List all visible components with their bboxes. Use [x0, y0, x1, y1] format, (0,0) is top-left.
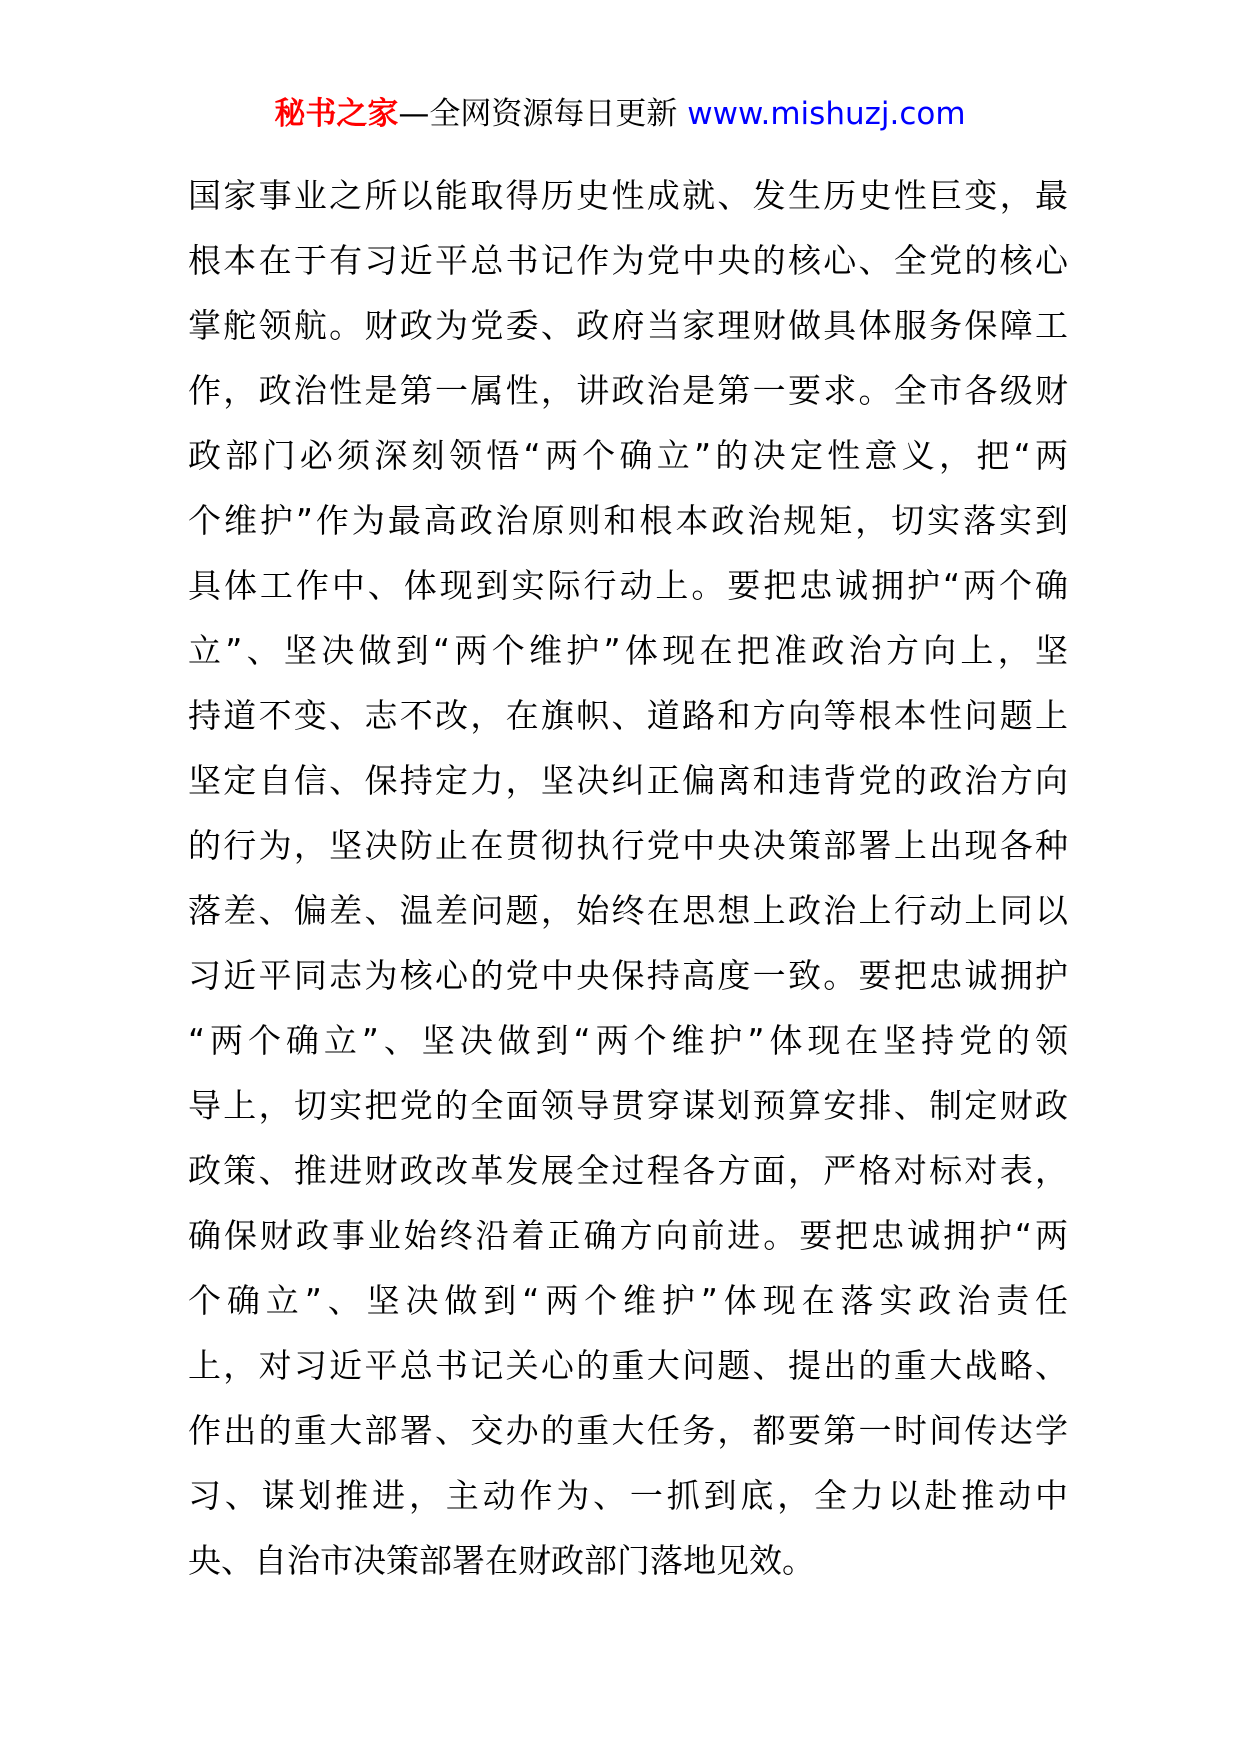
- paragraph-line: 央、自治市决策部署在财政部门落地见效。: [188, 1541, 815, 1580]
- paragraph-line: 作，政治性是第一属性，讲政治是第一要求。全市各级财: [188, 371, 1068, 410]
- paragraph-line: 习近平同志为核心的党中央保持高度一致。要把忠诚拥护: [188, 956, 1068, 995]
- paragraph-line: 掌舵领航。财政为党委、政府当家理财做具体服务保障工: [188, 306, 1068, 345]
- brand-name: 秘书之家: [274, 96, 399, 132]
- paragraph-line: 习、谋划推进，主动作为、一抓到底，全力以赴推动中: [188, 1476, 1068, 1515]
- paragraph-line: 个确立”、坚决做到“两个维护”体现在落实政治责任: [188, 1281, 1068, 1320]
- paragraph-line: 坚定自信、保持定力，坚决纠正偏离和违背党的政治方向: [188, 761, 1068, 800]
- paragraph-line: 的行为，坚决防止在贯彻执行党中央决策部署上出现各种: [188, 826, 1068, 865]
- paragraph-line: 落差、偏差、温差问题，始终在思想上政治上行动上同以: [188, 891, 1068, 930]
- paragraph-line: 政策、推进财政改革发展全过程各方面，严格对标对表，: [188, 1151, 1068, 1190]
- paragraph-line: “两个确立”、坚决做到“两个维护”体现在坚持党的领: [188, 1021, 1068, 1060]
- paragraph-line: 持道不变、志不改，在旗帜、道路和方向等根本性问题上: [188, 696, 1068, 735]
- paragraph-line: 上，对习近平总书记关心的重大问题、提出的重大战略、: [188, 1346, 1068, 1385]
- site-url-link[interactable]: www.mishuzj.com: [687, 96, 966, 132]
- paragraph-line: 个维护”作为最高政治原则和根本政治规矩，切实落实到: [188, 501, 1068, 540]
- paragraph-line: 政部门必须深刻领悟“两个确立”的决定性意义，把“两: [188, 436, 1068, 475]
- paragraph-line: 作出的重大部署、交办的重大任务，都要第一时间传达学: [188, 1411, 1068, 1450]
- document-body: [188, 163, 1068, 1593]
- paragraph-line: 确保财政事业始终沿着正确方向前进。要把忠诚拥护“两: [188, 1216, 1068, 1255]
- paragraph-line: 根本在于有习近平总书记作为党中央的核心、全党的核心: [188, 241, 1068, 280]
- paragraph-line: 具体工作中、体现到实际行动上。要把忠诚拥护“两个确: [188, 566, 1068, 605]
- page-header: [0, 94, 1240, 134]
- paragraph-line: 立”、坚决做到“两个维护”体现在把准政治方向上，坚: [188, 631, 1068, 670]
- header-tagline: —全网资源每日更新: [398, 96, 678, 132]
- paragraph-line: 国家事业之所以能取得历史性成就、发生历史性巨变，最: [188, 176, 1068, 215]
- paragraph-line: 导上，切实把党的全面领导贯穿谋划预算安排、制定财政: [188, 1086, 1068, 1125]
